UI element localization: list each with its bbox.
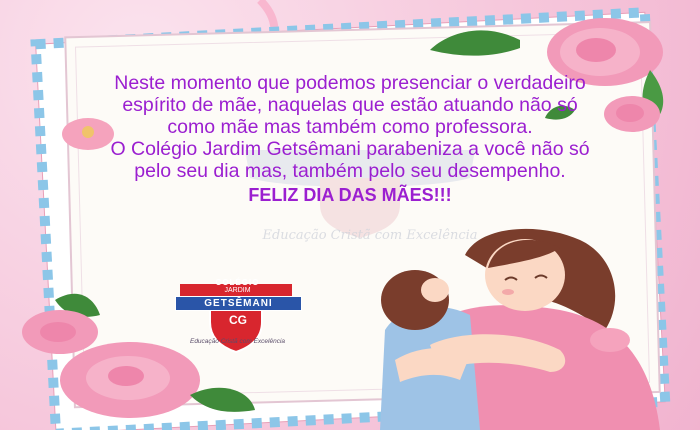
logo-sub-text: JARDIM bbox=[224, 287, 251, 294]
watermark-tagline: Educação Cristã com Excelência bbox=[262, 228, 478, 243]
logo-tagline: Educação Cristã com Excelência bbox=[189, 338, 285, 345]
logo-initials: CG bbox=[229, 313, 247, 327]
logo-top-text: COLÉGIO bbox=[215, 278, 260, 287]
school-logo bbox=[165, 278, 310, 348]
logo-school-name: GETSÊMANI bbox=[175, 296, 302, 311]
closing-greeting: FELIZ DIA DAS MÃES!!! bbox=[248, 185, 452, 205]
message-paragraph-2: O Colégio Jardim Getsêmani parabeniza a você não só pelo seu dia mas, também pelo seu desempenho. bbox=[110, 138, 590, 182]
message-paragraph-1: Neste momento que podemos presenciar o verdadeiro espírito de mãe, naquelas que estão atuando não só como mãe mas também como professora. bbox=[114, 72, 586, 138]
greeting-message bbox=[105, 72, 595, 206]
